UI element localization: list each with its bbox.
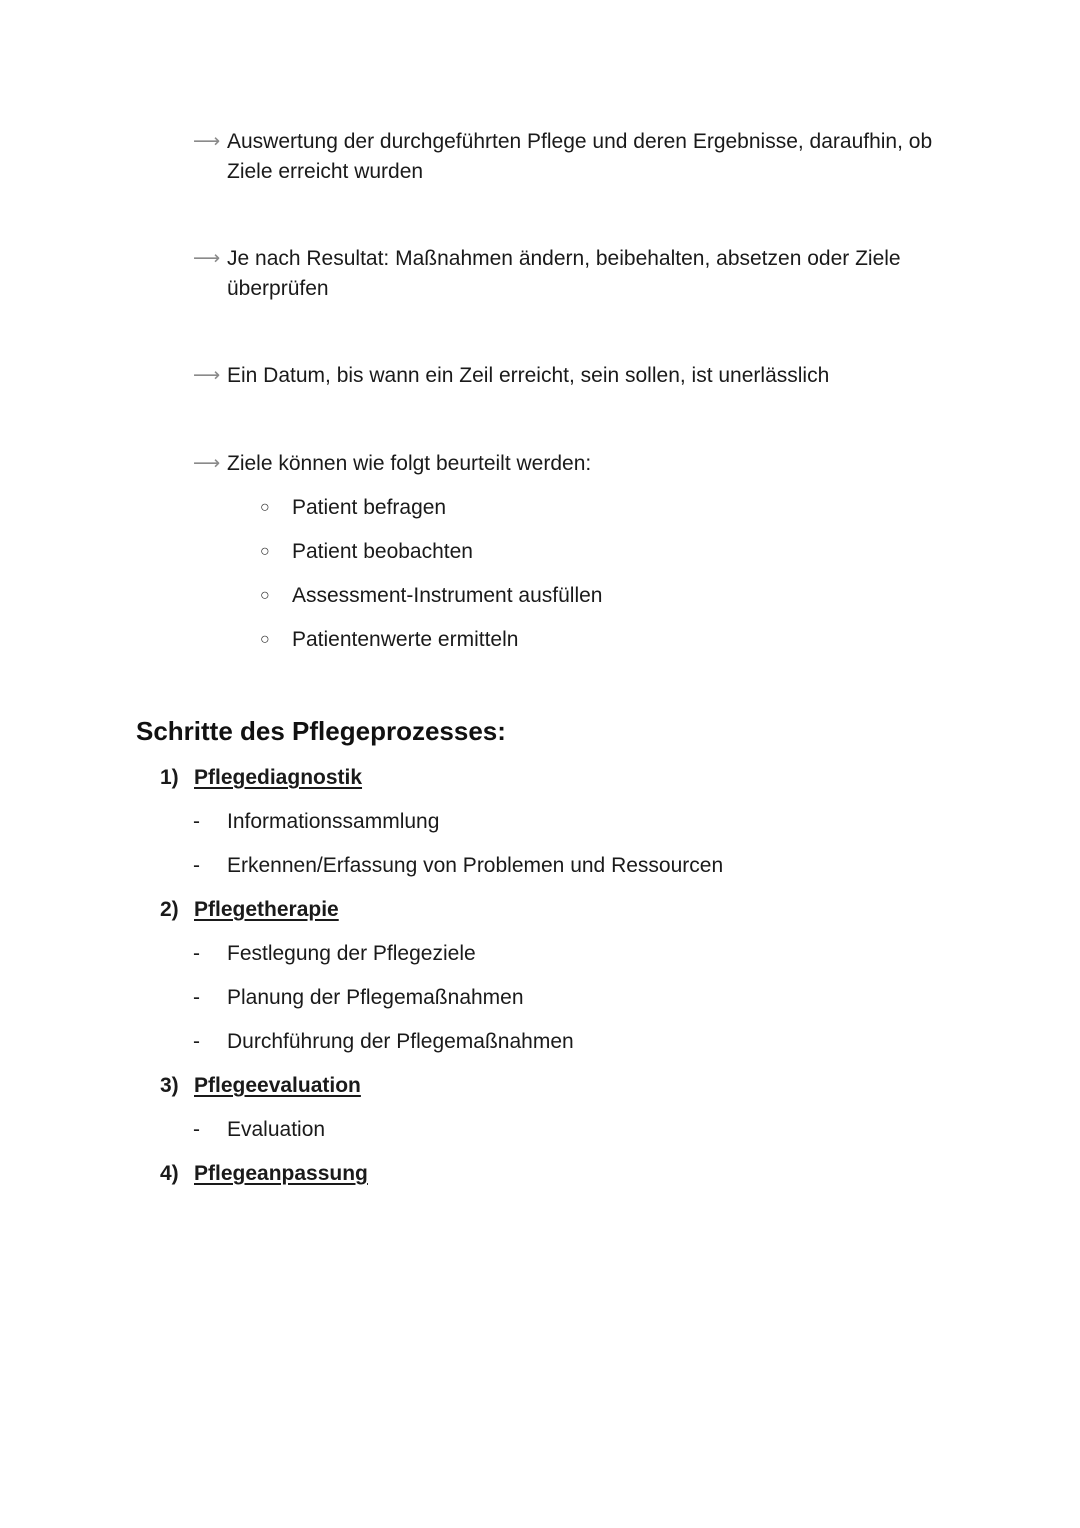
circle-bullet-icon: ○ xyxy=(260,631,270,648)
arrow-point-text: Ein Datum, bis wann ein Zeil erreicht, sein sollen, ist unerlässlich xyxy=(227,364,830,387)
list-item-text: Festlegung der Pflegeziele xyxy=(227,942,476,965)
circle-bullet-icon: ○ xyxy=(260,587,270,604)
step-pflegeevaluation xyxy=(160,1071,361,1101)
arrow-point-text: Ziele können wie folgt beurteilt werden: xyxy=(227,452,592,475)
list-item-text: Assessment-Instrument ausfüllen xyxy=(292,584,603,607)
list-item xyxy=(193,851,723,881)
arrow-point-evaluation xyxy=(193,127,953,187)
step-title: Pflegetherapie xyxy=(194,898,339,921)
dash-bullet: - xyxy=(193,810,200,833)
list-item-text: Informationssammlung xyxy=(227,810,440,833)
dash-bullet: - xyxy=(193,854,200,877)
step-pflegetherapie xyxy=(160,895,339,925)
step-title: Pflegeanpassung xyxy=(194,1162,368,1185)
list-item-text: Durchführung der Pflegemaßnahmen xyxy=(227,1030,574,1053)
list-item xyxy=(193,939,476,969)
circle-bullet-icon: ○ xyxy=(260,543,270,560)
list-item xyxy=(193,1115,325,1145)
arrow-point-result xyxy=(193,244,953,304)
dash-bullet: - xyxy=(193,1118,200,1141)
dash-bullet: - xyxy=(193,986,200,1009)
right-arrow-icon: ⟶ xyxy=(193,131,221,152)
list-item-text: Evaluation xyxy=(227,1118,326,1141)
arrow-point-text: Je nach Resultat: Maßnahmen ändern, beibehalten, absetzen oder Ziele überprüfen xyxy=(227,247,901,300)
right-arrow-icon: ⟶ xyxy=(193,248,221,269)
list-item xyxy=(260,537,473,567)
list-item xyxy=(193,983,524,1013)
dash-bullet: - xyxy=(193,942,200,965)
step-pflegediagnostik xyxy=(160,763,362,793)
list-item-text: Patientenwerte ermitteln xyxy=(292,628,519,651)
step-title: Pflegediagnostik xyxy=(194,766,363,789)
step-number: 4) xyxy=(160,1162,179,1185)
list-item xyxy=(260,493,446,523)
step-number: 2) xyxy=(160,898,179,921)
step-title: Pflegeevaluation xyxy=(194,1074,361,1097)
list-item xyxy=(260,625,518,655)
list-item-text: Planung der Pflegemaßnahmen xyxy=(227,986,524,1009)
step-pflegeanpassung xyxy=(160,1159,368,1189)
dash-bullet: - xyxy=(193,1030,200,1053)
right-arrow-icon: ⟶ xyxy=(193,365,221,386)
list-item xyxy=(193,807,439,837)
step-number: 1) xyxy=(160,766,179,789)
arrow-point-text: Auswertung der durchgeführten Pflege und deren Ergebnisse, daraufhin, ob Ziele erreicht wurden xyxy=(227,130,933,183)
list-item-text: Erkennen/Erfassung von Problemen und Ressourcen xyxy=(227,854,724,877)
list-item-text: Patient befragen xyxy=(292,496,447,519)
step-number: 3) xyxy=(160,1074,179,1097)
arrow-point-date xyxy=(193,361,953,391)
arrow-point-goals xyxy=(193,449,953,479)
circle-bullet-icon: ○ xyxy=(260,499,270,516)
list-item xyxy=(260,581,602,611)
list-item xyxy=(193,1027,574,1057)
list-item-text: Patient beobachten xyxy=(292,540,473,563)
section-heading: Schritte des Pflegeprozesses: xyxy=(136,716,506,746)
right-arrow-icon: ⟶ xyxy=(193,453,221,474)
